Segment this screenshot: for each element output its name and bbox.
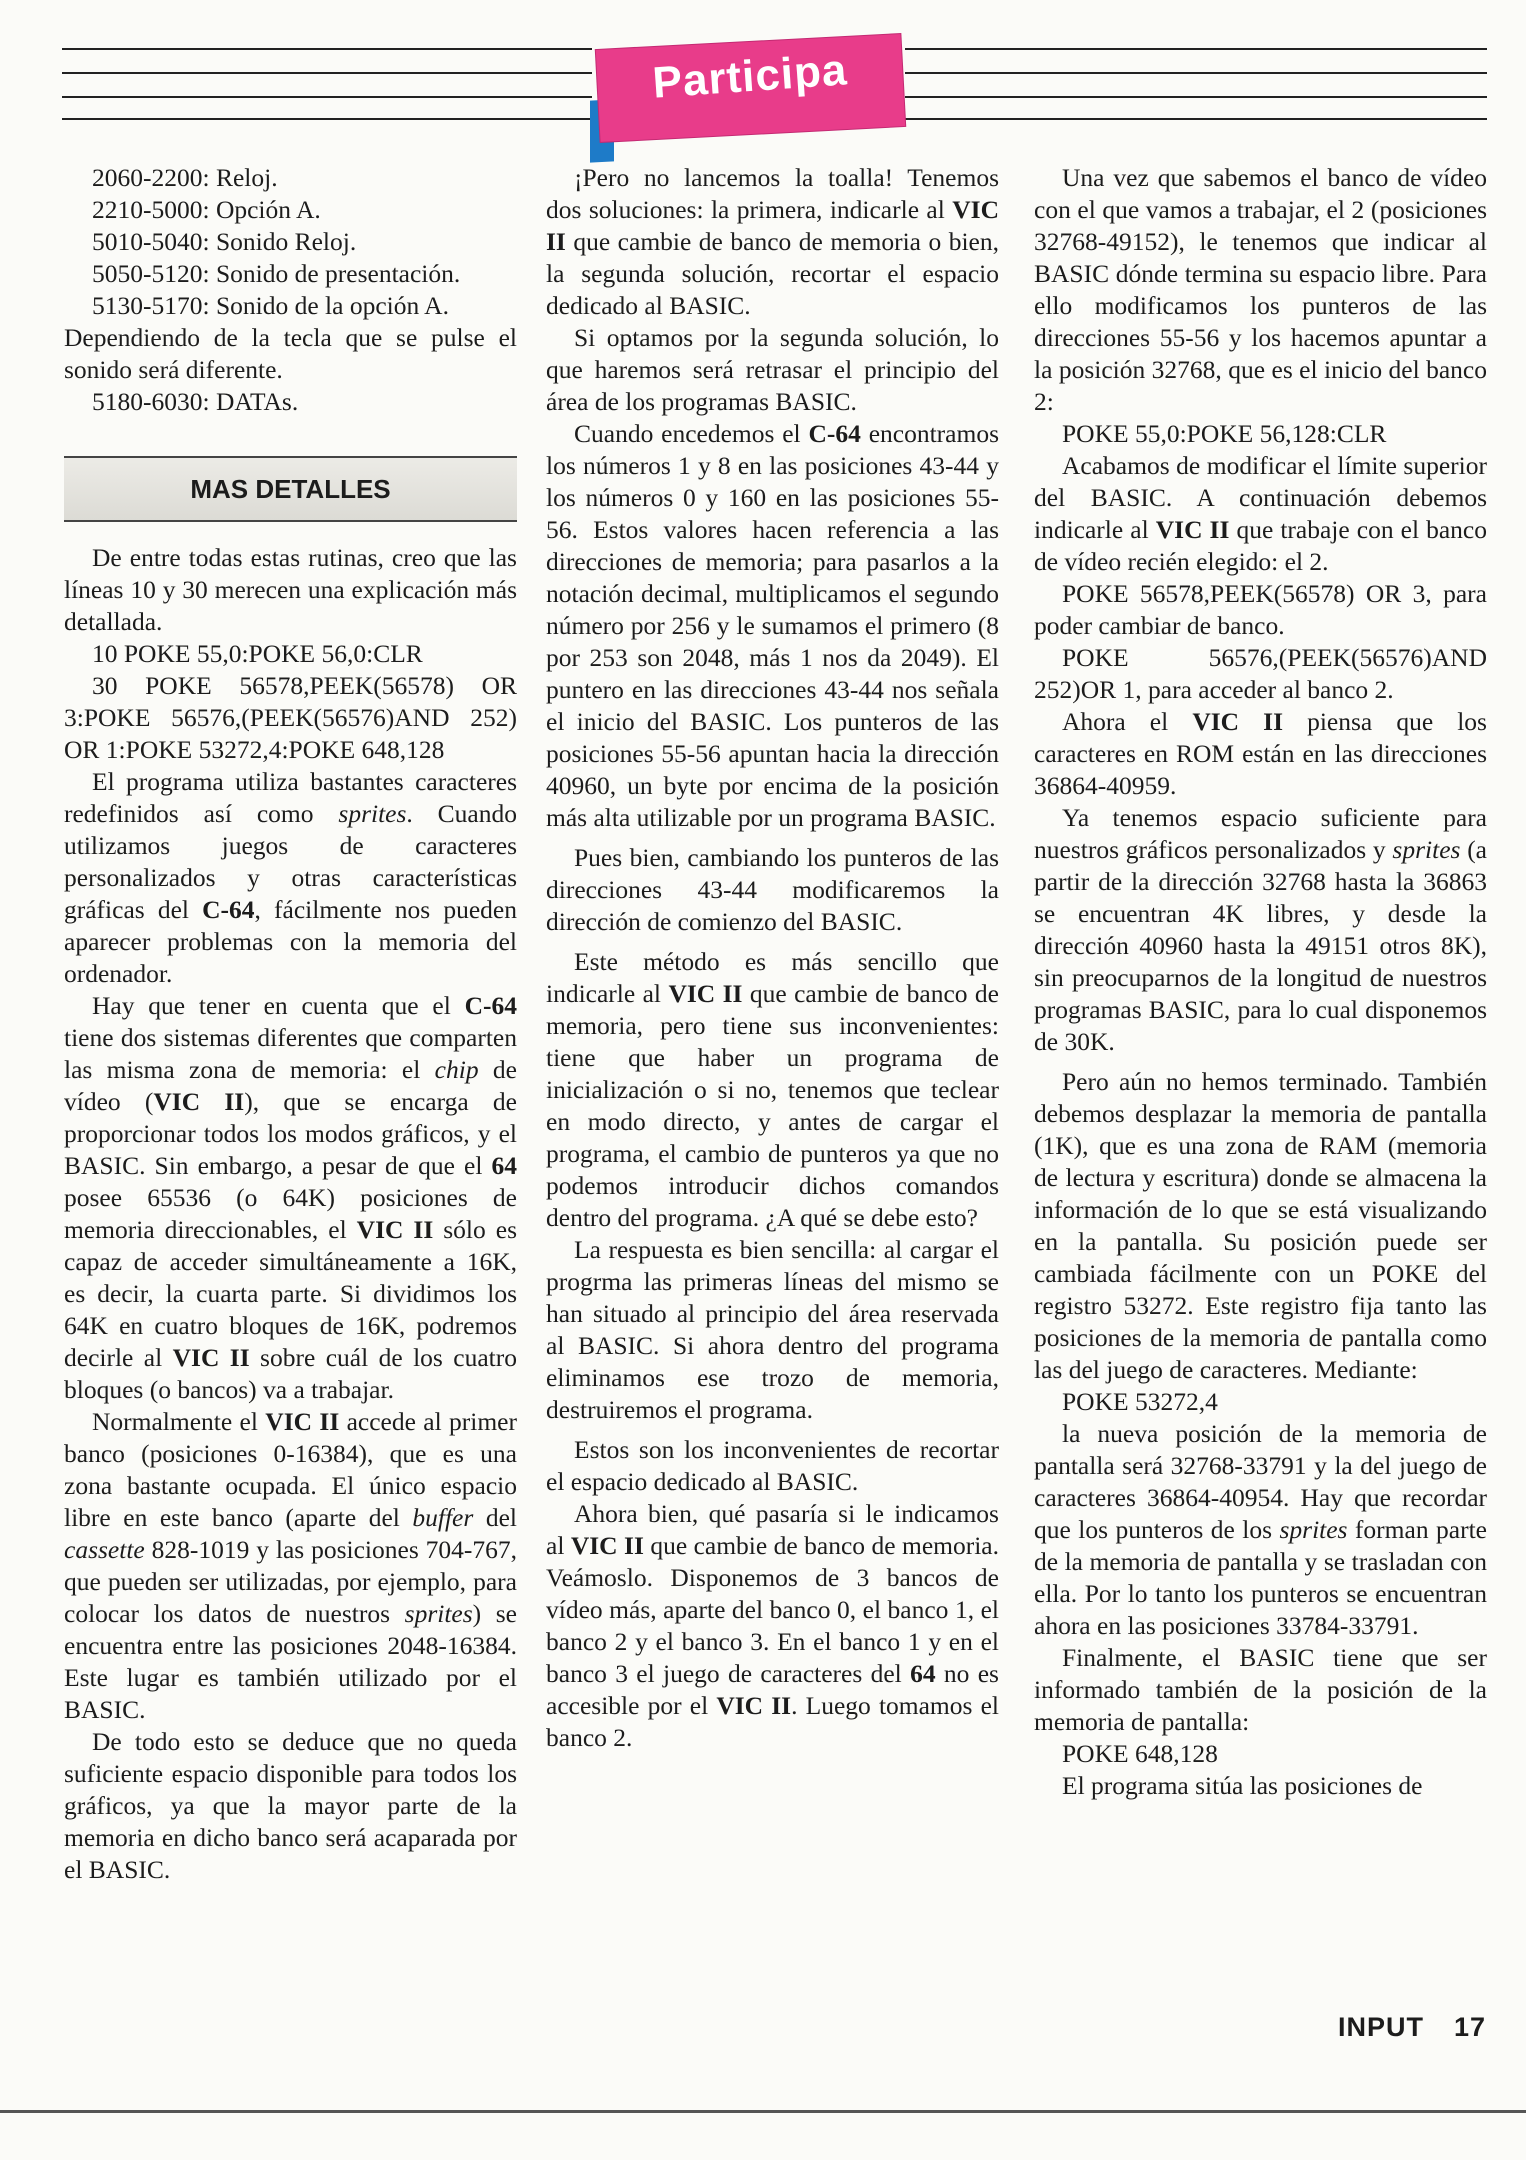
header-rule-left-3 [62, 96, 592, 98]
header-rule-left-2 [62, 72, 592, 74]
bold-term: VIC II [546, 195, 999, 256]
text: ¡Pero no lancemos la toalla! Tenemos dos soluciones: la primera, indicarle al [546, 163, 999, 224]
paragraph: De todo esto se deduce que no queda suficiente espacio disponible para todos los gráficos, ya que la mayor parte de la memoria en dicho banco será acaparada por el BASIC. [64, 1727, 517, 1884]
bold-term: 64 [910, 1659, 936, 1688]
bold-term: VIC II [570, 1531, 644, 1560]
emphasis: chip [434, 1055, 479, 1084]
text: para poder cambiar de banco. [1034, 579, 1487, 640]
emphasis: sprites [338, 799, 407, 828]
text: que trabaje con el banco de vídeo recién elegido: el 2. [1034, 515, 1487, 576]
paragraph: Pues bien, cambiando los punteros de las direcciones 43-44 modificaremos la dirección de comienzo del BASIC. [546, 843, 999, 936]
text: piensa que los caracteres en ROM están en las direcciones 36864-40959. [1034, 707, 1487, 800]
bold-term: VIC II [356, 1215, 434, 1244]
section-label: Participa [651, 45, 849, 108]
text: ), que se encarga de proporcionar todos los modos gráficos, y el BASIC. Sin embargo, a pesar de que el [64, 1087, 517, 1180]
text: Hay que tener en cuenta que el [92, 991, 465, 1020]
paragraph [546, 946, 999, 1234]
paragraph [1034, 706, 1487, 802]
emphasis: cassette [64, 1535, 145, 1564]
text: Ahora el [1062, 707, 1193, 736]
header-rule-left-1 [62, 48, 592, 50]
routine-list [64, 162, 517, 322]
list-item: 5130-5170: Sonido de la opción A. [92, 291, 449, 320]
bold-term: VIC II [172, 1343, 250, 1372]
paragraph [1034, 802, 1487, 1058]
text: Ahora bien, qué pasaría si le indicamos al [546, 1499, 999, 1560]
text: accede al primer banco (posiciones 0-16384), que es una zona bastante ocupada. El único espacio libre en este banco (aparte del [64, 1407, 517, 1532]
paragraph [546, 418, 999, 834]
code-line: 10 POKE 55,0:POKE 56,0:CLR [92, 639, 423, 668]
code-text: POKE 56576,(PEEK(56576)AND 252)OR 1, [1034, 643, 1487, 704]
emphasis: sprites [1279, 1515, 1348, 1544]
text: Este método es más sencillo que indicarle al [546, 947, 999, 1008]
paragraph: Una vez que sabemos el banco de vídeo con el que vamos a trabajar, el 2 (posiciones 32768-49152), le tenemos que indicar al BASIC dónde termina su espacio libre. Para ello modificamos los punteros de las direcciones 55-56 y los hacemos apuntar a la posición 32768, que es el inicio del banco 2: [1034, 163, 1487, 416]
code-line [1034, 642, 1487, 706]
section-heading [64, 456, 517, 522]
paragraph [1034, 1418, 1487, 1642]
bold-term: VIC II [716, 1691, 792, 1720]
paragraph [64, 766, 517, 990]
text: sólo es capaz de acceder simultáneamente a 16K, es decir, la cuarta parte. Si dividimos los 64K en cuatro bloques de 16K, podremos decirle al [64, 1215, 518, 1372]
code-line [1034, 578, 1487, 642]
paragraph: Estos son los inconvenientes de recortar el espacio dedicado al BASIC. [546, 1435, 999, 1496]
code-line: 30 POKE 56578,PEEK(56578) OR 3:POKE 56576,(PEEK(56576)AND 252) OR 1:POKE 53272,4:POKE 648,128 [64, 671, 517, 764]
bold-term: C-64 [202, 895, 255, 924]
paragraph [1034, 450, 1487, 578]
header-rule-right-3 [905, 96, 1487, 98]
bold-term: VIC II [153, 1087, 245, 1116]
magazine-name: INPUT [1337, 2012, 1424, 2042]
code-line: POKE 53272,4 [1062, 1387, 1218, 1416]
text: Cuando encedemos el [574, 419, 809, 448]
column-2 [546, 162, 999, 1754]
text: (a partir de la dirección 32768 hasta la 36863 se encuentran 4K libres, y desde la dirección 40960 hasta la 49151 otros 8K), sin preocuparnos de la longitud de nuestros programas BASIC, para lo cual disponemos de 30K. [1034, 835, 1488, 1056]
list-item: 5010-5040: Sonido Reloj. [92, 227, 357, 256]
text: tiene dos sistemas diferentes que comparten las misma zona de memoria: el [64, 1023, 517, 1084]
paragraph [546, 162, 999, 322]
list-item: 2060-2200: Reloj. [92, 163, 278, 192]
code-text: POKE 56578,PEEK(56578) OR 3, [1062, 579, 1432, 608]
column-1 [64, 162, 517, 1886]
bold-term: VIC II [265, 1407, 340, 1436]
bold-term: C-64 [464, 991, 517, 1020]
text: . Cuando utilizamos juegos de caracteres personalizados y otras características gráficas del [64, 799, 518, 924]
column-3 [1034, 162, 1487, 1802]
text: que cambie de banco de memoria. Veámoslo. Disponemos de 3 bancos de vídeo más, aparte del banco 0, el banco 1, el banco 2 y el banco 3. En el banco 1 y en el banco 3 el juego de caracteres del [546, 1531, 999, 1688]
text: Ya tenemos espacio suficiente para nuestros gráficos personalizados y [1034, 803, 1487, 864]
text: del [473, 1503, 517, 1532]
text: Acabamos de modificar el límite superior del BASIC. A continuación debemos indicarle al [1034, 451, 1487, 544]
paragraph [64, 1406, 517, 1726]
text: la nueva posición de la memoria de pantalla será 32768-33791 y la del juego de caracteres 36864-40954. Hay que recordar que los punteros de los [1034, 1419, 1487, 1544]
text: sobre cuál de los cuatro bloques (o bancos) va a trabajar. [64, 1343, 517, 1404]
text: encontramos los números 1 y 8 en las posiciones 43-44 y los números 0 y 160 en las posiciones 55-56. Estos valores hacen referencia a las direcciones de memoria; para pasarlos a la notación decimal, multiplicamos el segundo número por 256 y le sumamos el primero (8 por 253 son 2048, más 1 nos da 2049). El puntero en las direcciones 43-44 nos señala el inicio del BASIC. Los punteros de las posiciones 55-56 apuntan hacia la dirección 40960, un byte por encima de la posición más alta utilizable por un programa BASIC. [546, 419, 999, 832]
footer-rule [0, 2110, 1526, 2113]
text: forman parte de la memoria de pantalla y se trasladan con ella. Por lo tanto los punteros se encuentran ahora en las posiciones 33784-33791. [1034, 1515, 1487, 1640]
text: posee 65536 (o 64K) posiciones de memoria direccionables, el [64, 1183, 517, 1244]
bold-term: VIC II [668, 979, 743, 1008]
header-rule-left-4 [62, 118, 592, 120]
page-number: 17 [1453, 2012, 1486, 2042]
list-item: 5050-5120: Sonido de presentación. [92, 259, 461, 288]
emphasis: sprites [404, 1599, 473, 1628]
bold-term: VIC II [1155, 515, 1230, 544]
list-item: 2210-5000: Opción A. [92, 195, 321, 224]
text: 828-1019 y las posiciones 704-767, que pueden ser utilizadas, por ejemplo, para colocar los datos de nuestros [64, 1535, 517, 1628]
paragraph: Finalmente, el BASIC tiene que ser informado también de la posición de la memoria de pantalla: [1034, 1643, 1487, 1736]
text: . Luego tomamos el banco 2. [546, 1691, 1000, 1752]
text: Normalmente el [92, 1407, 266, 1436]
text: de vídeo ( [64, 1055, 517, 1116]
bold-term: 64 [491, 1151, 517, 1180]
emphasis: buffer [412, 1503, 474, 1532]
bold-term: C-64 [808, 419, 861, 448]
text: , fácilmente nos pueden aparecer problemas con la memoria del ordenador. [64, 895, 517, 988]
paragraph: Pero aún no hemos terminado. También debemos desplazar la memoria de pantalla (1K), que es una zona de RAM (memoria de lectura y escritura) donde se almacena la información de lo que se está visualizando en la pantalla. Su posición puede ser cambiada fácilmente con un POKE del registro 53272. Este registro fija tanto las posiciones de la memoria de pantalla como las del juego de caracteres. Mediante: [1034, 1067, 1487, 1384]
header-rule-right-2 [905, 72, 1487, 74]
header-rule-right-4 [905, 118, 1487, 120]
paragraph: De entre todas estas rutinas, creo que las líneas 10 y 30 merecen una explicación más detallada. [64, 543, 517, 636]
page-footer [1338, 2012, 1486, 2043]
header-rule-right-1 [905, 48, 1487, 50]
text: para acceder al banco 2. [1141, 675, 1394, 704]
code-line: POKE 55,0:POKE 56,128:CLR [1062, 419, 1387, 448]
paragraph: La respuesta es bien sencilla: al cargar el progrma las primeras líneas del mismo se han situado al principio del área reservada al BASIC. Si ahora dentro del programa eliminamos ese trozo de memoria, destruiremos el programa. [546, 1235, 999, 1424]
text: que cambie de banco de memoria o bien, la segunda solución, recortar el espacio dedicado al BASIC. [546, 227, 999, 320]
paragraph: El programa sitúa las posiciones de [1062, 1771, 1423, 1800]
paragraph [546, 1498, 999, 1754]
text: El programa utiliza bastantes caracteres redefinidos así como [64, 767, 517, 828]
text: ) se encuentra entre las posiciones 2048-16384. Este lugar es también utilizado por el BASIC. [64, 1599, 517, 1724]
code-line: POKE 648,128 [1062, 1739, 1218, 1768]
emphasis: sprites [1392, 835, 1461, 864]
text: no es accesible por el [546, 1659, 999, 1720]
text: que cambie de banco de memoria, pero tiene sus inconvenientes: tiene que haber un programa de inicialización o si no, tenemos que teclear en modo directo, y antes de cargar el programa, el cambio de punteros ya que no podemos introducir dichos comandos dentro del programa. ¿A qué se debe esto? [546, 979, 999, 1232]
paragraph [64, 990, 517, 1406]
bold-term: VIC II [1192, 707, 1283, 736]
section-heading-text: MAS DETALLES [190, 474, 391, 504]
list-item: 5180-6030: DATAs. [92, 387, 299, 416]
paragraph: Dependiendo de la tecla que se pulse el sonido será diferente. [64, 323, 517, 384]
paragraph: Si optamos por la segunda solución, lo que haremos será retrasar el principio del área de los programas BASIC. [546, 323, 999, 416]
